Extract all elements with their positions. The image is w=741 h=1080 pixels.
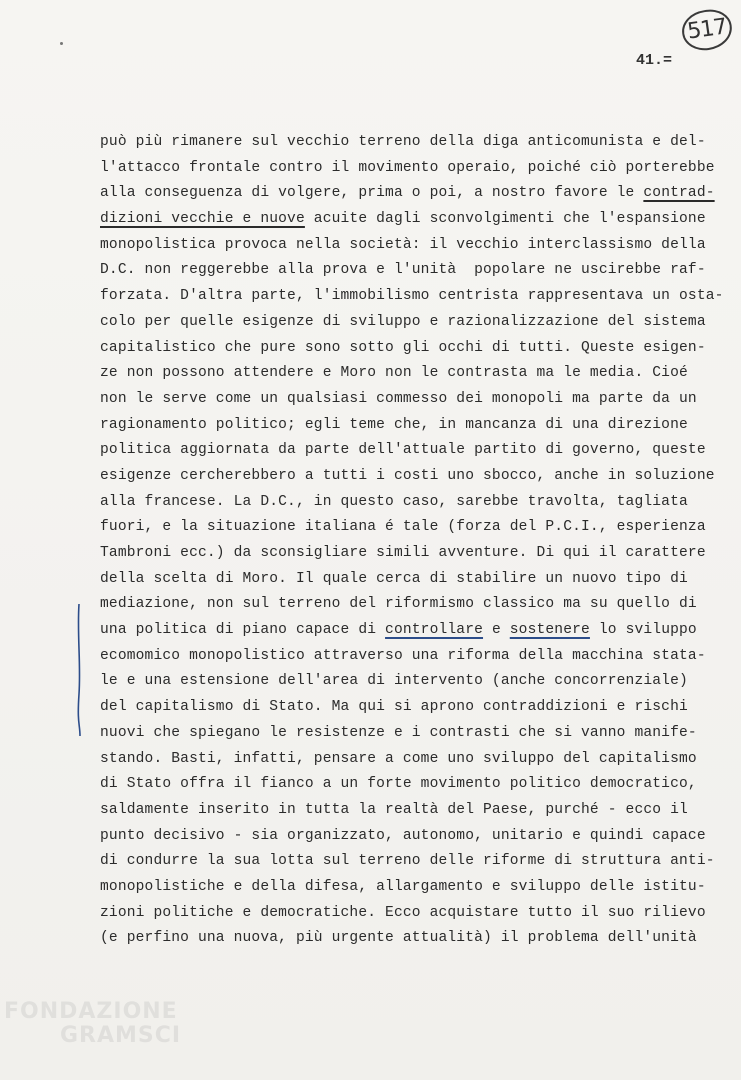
text-line [100,387,720,413]
text-segment: D.C. non reggerebbe alla prova e l'unità popolare ne uscirebbe raf- [100,262,706,279]
text-line [100,772,720,798]
text-segment: ragionamento politico; egli teme che, in mancanza di una direzione [100,416,688,433]
text-segment: alla conseguenza di volgere, prima o poi, a nostro favore le [100,185,644,202]
text-line [100,156,720,182]
underlined-text: dizioni vecchie e nuove [100,211,305,228]
text-segment: punto decisivo - sia organizzato, autonomo, unitario e quindi capace [100,827,706,844]
text-segment: nuovi che spiegano le resistenze e i contrasti che si vanno manife- [100,724,697,741]
text-segment: zioni politiche e democratiche. Ecco acquistare tutto il suo rilievo [100,904,706,921]
text-segment: Tambroni ecc.) da sconsigliare simili avventure. Di qui il carattere [100,545,706,561]
text-line [100,130,720,156]
text-segment: mediazione, non sul terreno del riformismo classico ma su quello di [100,596,697,613]
text-segment: può più rimanere sul vecchio terreno della diga anticomunista e del- [100,134,706,150]
text-line [100,181,720,207]
text-line [100,747,720,773]
text-line [100,413,720,439]
text-line [100,515,720,541]
text-segment: di condurre la sua lotta sul terreno delle riforme di struttura anti- [100,853,715,870]
underlined-text: controllare [385,622,484,639]
text-line [100,438,720,464]
text-line [100,926,720,952]
text-segment: alla francese. La D.C., in questo caso, sarebbe travolta, tagliata [100,493,688,510]
text-segment: (e perfino una nuova, più urgente attualità) il problema dell'unità [100,930,697,947]
text-segment: non le serve come un qualsiasi commesso dei monopoli ma parte da un [100,390,697,407]
archive-stamp: 517 [679,7,734,54]
text-line [100,284,724,310]
text-line [100,669,720,695]
text-line [100,901,720,927]
text-segment: ecomomico monopolistico attraverso una riforma della macchina stata- [100,647,706,664]
text-line [100,824,720,850]
text-line [100,695,720,721]
text-line [100,207,720,233]
text-segment: capitalistico che pure sono sotto gli occhi di tutti. Queste esigen- [100,339,706,356]
text-segment: lo sviluppo [589,622,697,639]
watermark-line-2: GRAMSCI [60,1023,182,1048]
text-line [100,849,720,875]
text-segment: esigenze cercherebbero a tutti i costi uno sbocco, anche in soluzione [100,467,715,484]
text-line [100,567,720,593]
text-line [100,592,720,618]
text-line [100,361,720,387]
page-number: 41.= [636,52,673,69]
text-line [100,541,720,567]
text-segment: politica aggiornata da parte dell'attuale partito di governo, queste [100,442,706,459]
text-segment: acuite dagli sconvolgimenti che l'espansione [304,211,706,228]
text-line [100,875,720,901]
text-line [100,721,720,747]
text-segment: di Stato offra il fianco a un forte movimento politico democratico, [100,776,697,793]
text-line [100,310,720,336]
margin-annotation-line [76,604,82,736]
text-segment: ze non possono attendere e Moro non le contrasta ma le media. Cioé [100,365,688,382]
text-segment: della scelta di Moro. Il quale cerca di stabilire un nuovo tipo di [100,570,688,587]
text-segment: monopolistiche e della difesa, allargamento e sviluppo delle istitu- [100,878,706,895]
text-line [100,644,720,670]
text-segment: forzata. D'altra parte, l'immobilismo centrista rappresentava un osta- [100,288,724,305]
text-segment: stando. Basti, infatti, pensare a come uno sviluppo del capitalismo [100,750,697,767]
text-line [100,490,720,516]
watermark-line-1: FONDAZIONE [4,999,178,1024]
text-line [100,464,720,490]
text-segment: saldamente inserito in tutta la realtà del Paese, purché - ecco il [100,801,688,818]
text-line [100,258,720,284]
paper-speck [60,42,63,45]
text-segment: del capitalismo di Stato. Ma qui si aprono contraddizioni e rischi [100,699,688,716]
text-segment: le e una estensione dell'area di intervento (anche concorrenziale) [100,673,688,690]
underlined-text: contrad- [643,185,715,202]
text-segment: monopolistica provoca nella società: il vecchio interclassismo della [100,236,706,253]
text-segment: una politica di piano capace di [100,622,386,639]
typed-text-body [100,130,724,952]
text-line [100,798,720,824]
text-segment: l'attacco frontale contro il movimento operaio, poiché ciò porterebbe [100,159,715,176]
text-segment: fuori, e la situazione italiana é tale (forza del P.C.I., esperienza [100,519,706,536]
text-segment: colo per quelle esigenze di sviluppo e razionalizzazione del sistema [100,313,706,330]
text-line [100,618,720,644]
text-segment: e [483,622,510,639]
text-line [100,233,720,259]
archive-watermark [4,1000,181,1048]
text-line [100,336,720,362]
underlined-text: sostenere [509,622,590,639]
